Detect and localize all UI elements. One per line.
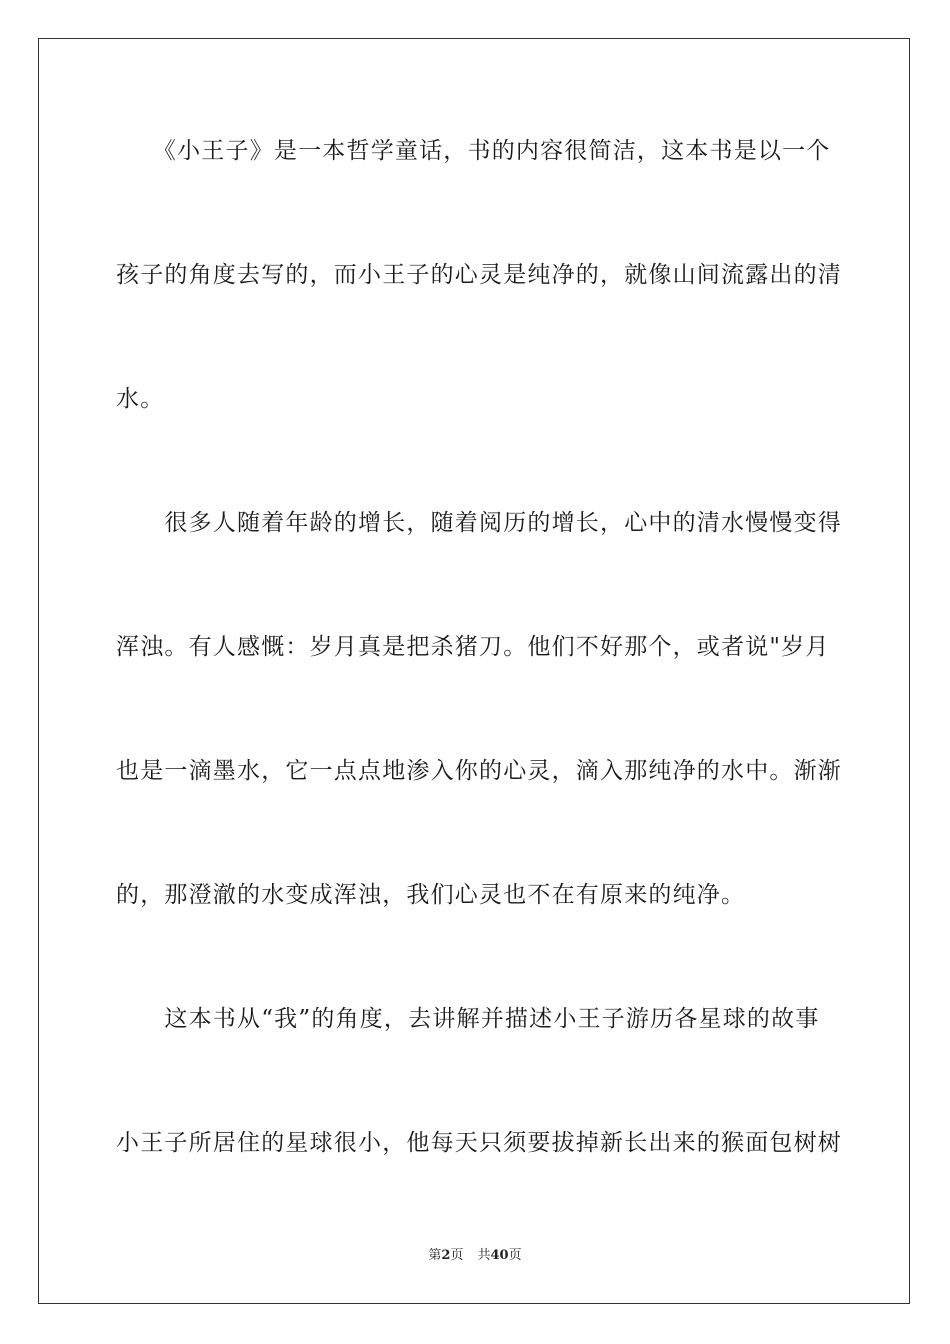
page-border [38, 38, 910, 1304]
text-line-2: 孩子的角度去写的，而小王子的心灵是纯净的，就像山间流露出的清 [116, 262, 842, 288]
page-prefix: 第 [428, 1248, 442, 1263]
page-suffix: 页 [450, 1248, 464, 1263]
text-line-8: 这本书从“我”的角度，去讲解并描述小王子游历各星球的故事 [116, 1006, 820, 1032]
text-line-7: 的，那澄澈的水变成浑浊，我们心灵也不在有原来的纯净。 [116, 882, 746, 908]
text-line-1: 《小王子》是一本哲学童话，书的内容很简洁，这本书是以一个 [116, 138, 831, 164]
total-prefix: 共 [477, 1248, 491, 1263]
page-footer [0, 1247, 950, 1265]
text-line-4: 很多人随着年龄的增长，随着阅历的增长，心中的清水慢慢变得 [116, 510, 842, 536]
text-line-3: 水。 [116, 386, 165, 412]
total-pages: 40 [490, 1248, 509, 1263]
total-suffix: 页 [508, 1248, 522, 1263]
text-line-5: 浑浊。有人感慨：岁月真是把杀猪刀。他们不好那个，或者说"岁月 [116, 634, 830, 660]
text-line-6: 也是一滴墨水，它一点点地渗入你的心灵，滴入那纯净的水中。渐渐 [116, 758, 842, 784]
page-number: 2 [441, 1248, 451, 1263]
text-line-9: 小王子所居住的星球很小，他每天只须要拔掉新长出来的猴面包树树 [116, 1130, 842, 1156]
